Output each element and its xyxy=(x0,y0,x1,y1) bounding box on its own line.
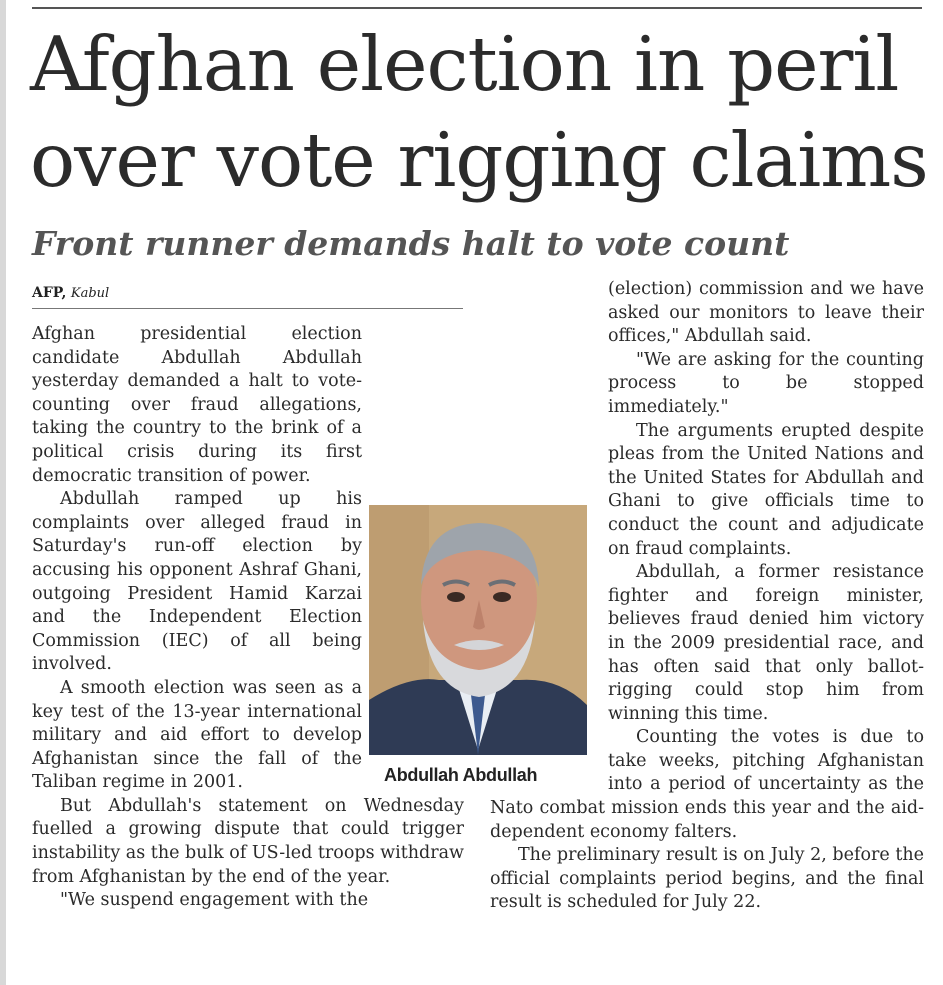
article-paragraph: The preliminary result is on July 2, before the official complaints period begins, and the final result is scheduled for July 22. xyxy=(490,845,924,913)
portrait-photo xyxy=(369,505,587,755)
byline xyxy=(32,283,462,304)
photo-caption: Abdullah Abdullah xyxy=(384,765,538,785)
byline-rule xyxy=(32,308,463,309)
headline: Afghan election in peril over vote rigging claims xyxy=(30,20,928,204)
article-paragraph: The arguments erupted despite pleas from the United Nations and the United States for Abdullah and Ghani to give officials time to conduct the count and adjudicate on fraud complaints. xyxy=(608,420,924,559)
article-paragraph: Abdullah, a former resistance fighter and foreign minister, believes fraud denied him victory in the 2009 presidential race, and has often said that only ballot-rigging could stop him from winning this time. xyxy=(608,562,924,724)
article-paragraph: Abdullah ramped up his complaints over alleged fraud in Saturday's run-off election by accusing his opponent Ashraf Ghani, outgoing President Hamid Karzai and the Independent Election Commission (IEC) of all being involved. xyxy=(32,489,362,675)
top-rule xyxy=(32,7,922,9)
article-paragraph: But Abdullah's statement on Wednesday fuelled a growing dispute that could trigger instability as the bulk of US-led troops withdraw from Afghanistan by the end of the year. xyxy=(32,795,464,887)
article-paragraph: "We are asking for the counting process to be stopped immediately." xyxy=(608,349,924,417)
byline-place: Kabul xyxy=(70,286,110,301)
page-edge xyxy=(0,0,6,985)
article-paragraph: Counting the votes is due to take weeks, pitching Afghanistan into a period of uncertainty as the Nato combat mission ends this year and the aid-dependent economy falters. xyxy=(490,727,924,842)
subheadline: Front runner demands halt to vote count xyxy=(32,224,790,263)
article-paragraph: Afghan presidential election candidate Abdullah Abdullah yesterday demanded a halt to vote-counting over fraud allegations, taking the country to the brink of a political crisis during its first democratic transition of power. xyxy=(32,324,362,486)
article-paragraph: (election) commission and we have asked our monitors to leave their offices," Abdullah said. xyxy=(608,279,924,347)
article-paragraph: A smooth election was seen as a key test of the 13-year international military and aid effort to develop Afghanistan since the fall of the Taliban regime in 2001. xyxy=(32,677,362,793)
article-paragraph: "We suspend engagement with the xyxy=(60,890,369,911)
byline-agency: AFP, xyxy=(32,285,67,301)
